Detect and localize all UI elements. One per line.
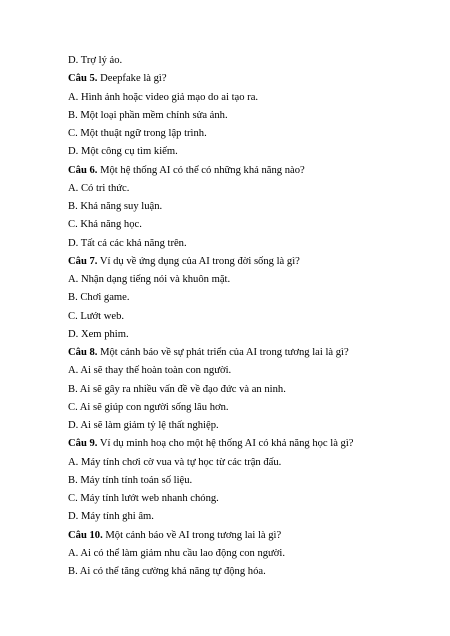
option-text: B. Khả năng suy luận.	[68, 201, 163, 212]
answer-option-line	[68, 289, 430, 307]
answer-option-line	[68, 472, 430, 490]
option-text: B. Một loại phần mềm chỉnh sửa ảnh.	[68, 109, 228, 121]
question-line	[68, 253, 430, 271]
question-number: Câu 8.	[68, 347, 98, 358]
answer-option-line	[68, 52, 430, 70]
answer-option-line	[68, 545, 430, 563]
question-line	[68, 344, 430, 362]
question-text: Ví dụ về ứng dụng của AI trong đời sống là gì?	[97, 255, 300, 267]
answer-option-line	[68, 198, 430, 216]
answer-option-line	[68, 271, 430, 289]
answer-option-line	[68, 381, 430, 399]
option-text: B. Ai có thể tăng cường khả năng tự động hóa.	[68, 566, 266, 577]
option-text: D. Trợ lý ảo.	[68, 55, 123, 66]
question-text: Một cảnh báo về sự phát triển của AI trong tương lai là gì?	[97, 347, 349, 358]
option-text: C. Ai sẽ giúp con người sống lâu hơn.	[68, 401, 229, 413]
option-text: A. Ai sẽ thay thế hoàn toàn con người.	[68, 365, 232, 377]
option-text: D. Một công cụ tìm kiếm.	[68, 146, 178, 158]
answer-option-line	[68, 143, 430, 161]
option-text: C. Máy tính lướt web nhanh chóng.	[68, 493, 219, 504]
answer-option-line	[68, 107, 430, 125]
option-text: A. Máy tính chơi cờ vua và tự học từ các trận đấu.	[68, 456, 282, 468]
answer-option-line	[68, 490, 430, 508]
answer-option-line	[68, 235, 430, 253]
option-text: B. Chơi game.	[68, 292, 130, 304]
answer-option-line	[68, 125, 430, 143]
option-text: A. Nhận dạng tiếng nói và khuôn mặt.	[68, 274, 231, 285]
question-text: Ví dụ minh hoạ cho một hệ thống AI có khả năng học là gì?	[97, 438, 354, 450]
answer-option-line	[68, 362, 430, 380]
option-text: A. Có tri thức.	[68, 182, 130, 194]
option-text: B. Ai sẽ gây ra nhiều vấn đề về đạo đức và an ninh.	[68, 383, 286, 395]
question-line	[68, 527, 430, 545]
quiz-text-body	[68, 52, 430, 581]
option-text: C. Lướt web.	[68, 310, 125, 322]
answer-option-line	[68, 508, 430, 526]
answer-option-line	[68, 563, 430, 581]
answer-option-line	[68, 180, 430, 198]
option-text: D. Xem phim.	[68, 328, 129, 340]
question-line	[68, 435, 430, 453]
question-number: Câu 6.	[68, 164, 98, 176]
option-text: A. Ai có thể làm giảm nhu cầu lao động con người.	[68, 547, 285, 559]
option-text: A. Hình ảnh hoặc video giả mạo do ai tạo ra.	[68, 91, 259, 103]
answer-option-line	[68, 399, 430, 417]
answer-option-line	[68, 326, 430, 344]
answer-option-line	[68, 454, 430, 472]
question-text: Một hệ thống AI có thể có những khả năng nào?	[97, 164, 305, 176]
option-text: D. Ai sẽ làm giảm tỷ lệ thất nghiệp.	[68, 420, 219, 431]
question-text: Một cảnh báo về AI trong tương lai là gì?	[102, 529, 282, 541]
answer-option-line	[68, 417, 430, 435]
question-text: Deepfake là gì?	[97, 73, 167, 85]
question-line	[68, 70, 430, 88]
answer-option-line	[68, 308, 430, 326]
option-text: C. Một thuật ngữ trong lập trình.	[68, 128, 207, 139]
option-text: D. Máy tính ghi âm.	[68, 511, 154, 523]
question-number: Câu 7.	[68, 255, 98, 267]
question-line	[68, 162, 430, 180]
option-text: B. Máy tính tính toán số liệu.	[68, 474, 193, 486]
question-number: Câu 9.	[68, 438, 98, 450]
option-text: C. Khả năng học.	[68, 219, 142, 231]
option-text: D. Tất cả các khả năng trên.	[68, 237, 187, 249]
question-number: Câu 10.	[68, 529, 103, 541]
answer-option-line	[68, 89, 430, 107]
question-number: Câu 5.	[68, 73, 98, 85]
answer-option-line	[68, 216, 430, 234]
